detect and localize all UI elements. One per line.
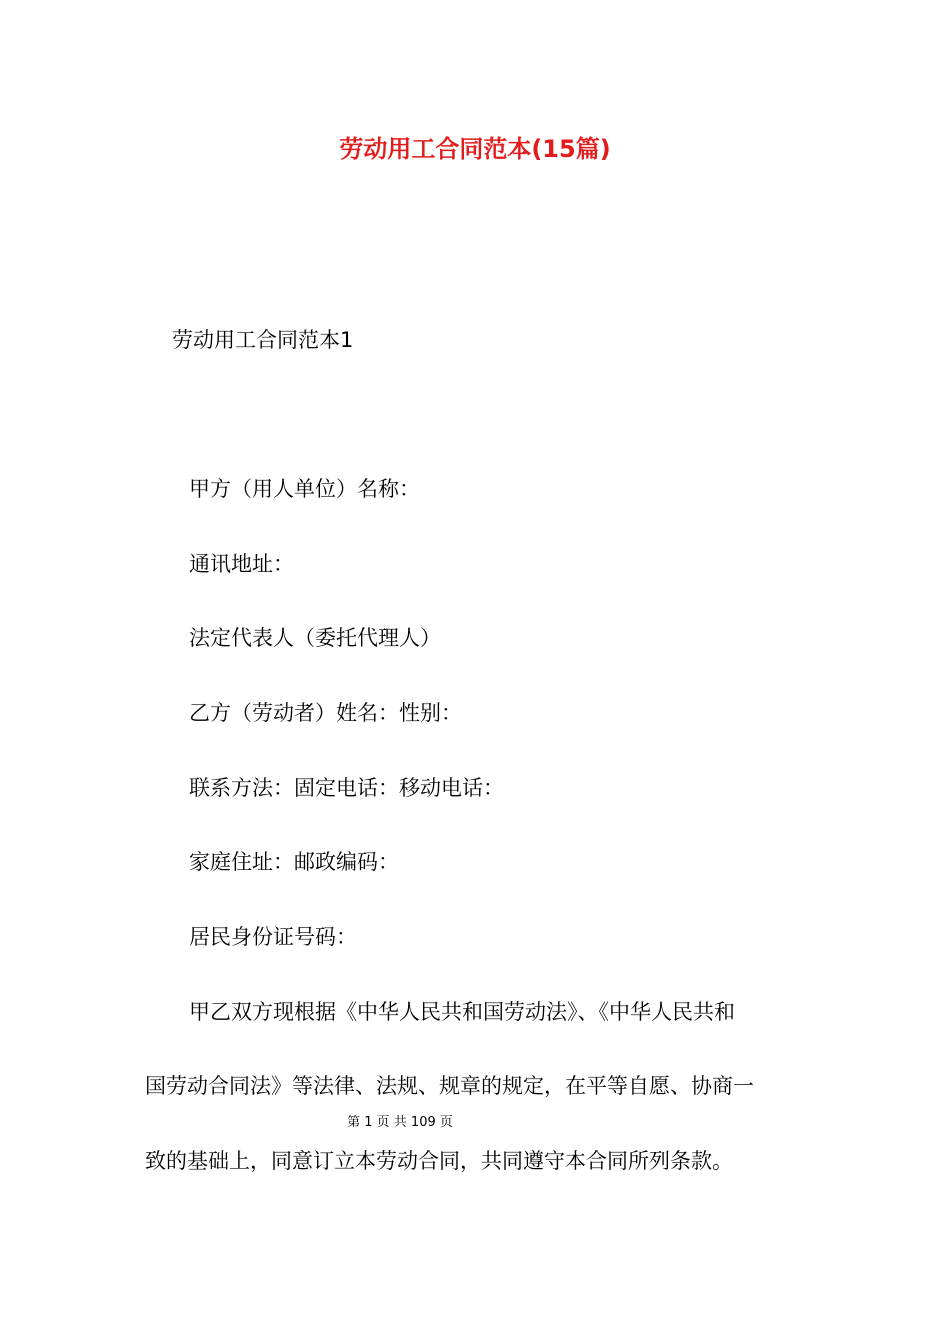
paragraph-line-3: 致的基础上，同意订立本劳动合同，共同遵守本合同所列条款。 [145,1149,733,1173]
paragraph-line-2: 国劳动合同法》等法律、法规、规章的规定，在平等自愿、协商一 [145,1074,754,1098]
page-footer [0,1113,950,1133]
paragraph-line-1: 甲乙双方现根据《中华人民共和国劳动法》、《中华人民共和 [189,1000,735,1024]
field-employee-name-gender: 乙方（劳动者）姓名：性别： [189,701,462,725]
field-legal-representative: 法定代表人（委托代理人） [189,626,441,650]
field-employer-name: 甲方（用人单位）名称： [189,477,420,501]
document-title: 劳动用工合同范本(15篇) [339,135,611,163]
field-home-address: 家庭住址：邮政编码： [189,850,399,874]
field-contact: 联系方法：固定电话：移动电话： [189,776,504,800]
field-id-number: 居民身份证号码： [189,925,357,949]
page-number: 第 1 页 共 109 页 [347,1115,453,1130]
section-heading: 劳动用工合同范本1 [172,328,354,352]
field-address: 通讯地址： [189,552,294,576]
